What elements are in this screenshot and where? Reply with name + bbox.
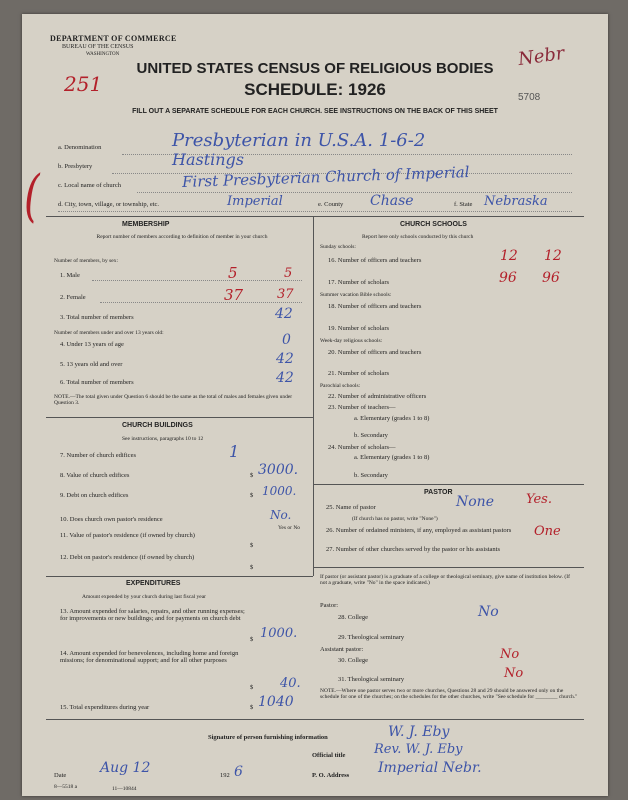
denomination-value[interactable]: Presbyterian in U.S.A. 1-6-2: [172, 130, 426, 151]
q19-label: 19. Number of scholars: [328, 325, 390, 332]
age-intro: Number of members under and over 13 years old:: [54, 330, 164, 336]
county-label: e. County: [318, 201, 344, 208]
q1-label: 1. Male: [60, 272, 80, 279]
parochial-label: Parochial schools:: [320, 383, 361, 389]
q28-value[interactable]: No: [478, 604, 499, 620]
q10-label: 10. Does church own pastor's residence: [60, 516, 163, 523]
year-value[interactable]: 6: [234, 764, 243, 780]
q25-red-note[interactable]: Yes.: [526, 492, 552, 507]
q8-label: 8. Value of church edifices: [60, 472, 130, 479]
q2-value[interactable]: 37: [224, 286, 244, 304]
q28-label: 28. College: [338, 614, 368, 621]
city-value[interactable]: Imperial: [227, 194, 283, 209]
q6-value[interactable]: 42: [276, 370, 294, 386]
graduate-note: If pastor (or assistant pastor) is a graduate of a college or theological seminary, give name of institution below. (If not a graduate, write "No" in the space indicated.): [320, 574, 570, 586]
q29-label: 29. Theological seminary: [338, 634, 405, 641]
denomination-label: a. Denomination: [58, 144, 102, 151]
q10-value[interactable]: No.: [270, 508, 292, 522]
q17-value[interactable]: 96: [499, 270, 517, 286]
expenditures-sub: Amount expended by your church during last fiscal year: [82, 594, 207, 600]
q25-label: 25. Name of pastor: [326, 504, 376, 511]
q15-label: 15. Total expenditures during year: [60, 704, 150, 711]
q25-value[interactable]: None: [456, 494, 494, 510]
yes-no-hint: Yes or No: [278, 525, 301, 531]
schedule-title: SCHEDULE: 1926: [244, 80, 386, 99]
q25-sub: (If church has no pastor, write "None"): [352, 516, 438, 522]
q7-label: 7. Number of church edifices: [60, 452, 136, 459]
q31-label: 31. Theological seminary: [338, 676, 405, 683]
q23b-label: b. Secondary: [354, 432, 388, 439]
q30-label: 30. College: [338, 657, 368, 664]
q3-label: 3. Total number of members: [60, 314, 134, 321]
department-name: DEPARTMENT OF COMMERCE: [50, 34, 177, 43]
membership-intro: Report number of members according to definition of member in your church: [96, 234, 268, 240]
q20-label: 20. Number of officers and teachers: [328, 349, 422, 356]
q16-label: 16. Number of officers and teachers: [328, 257, 422, 264]
q1-value-check[interactable]: 5: [284, 266, 293, 281]
official-title-value[interactable]: Rev. W. J. Eby: [374, 742, 463, 757]
schools-sub: Report here only schools conducted by this church: [362, 234, 474, 240]
q8-value[interactable]: 3000.: [258, 462, 299, 478]
buildings-sub: See instructions, paragraphs 10 to 12: [122, 436, 204, 442]
po-address-value[interactable]: Imperial Nebr.: [378, 760, 482, 776]
hand-number: 251: [64, 72, 103, 96]
q3-value[interactable]: 42: [275, 306, 293, 322]
by-sex-label: Number of members, by sex:: [54, 258, 118, 264]
q13-label: 13. Amount expended for salaries, repairs, and other running expenses; for improvements or new buildings; and for payments on church debt: [60, 608, 245, 622]
q6-label: 6. Total number of members: [60, 379, 134, 386]
q23-label: 23. Number of teachers—: [328, 404, 396, 411]
q12-label: 12. Debt on pastor's residence (if owned by church): [60, 554, 195, 561]
pastor-note: NOTE.—Where one pastor serves two or more churches, Questions 28 and 29 should be answered only on the schedule for one of the churches; on the schedules for the other churches, write "See schedule for ________ church.": [320, 688, 578, 700]
bureau-name: BUREAU OF THE CENSUS: [62, 44, 134, 50]
q24-label: 24. Number of scholars—: [328, 444, 396, 451]
q17-label: 17. Number of scholars: [328, 279, 390, 286]
q26-label: 26. Number of ordained ministers, if any, employed as assistant pastors: [326, 527, 512, 534]
buildings-heading: CHURCH BUILDINGS: [122, 422, 193, 429]
signature-label: Signature of person furnishing information: [208, 734, 328, 741]
year-prefix: 192: [220, 772, 230, 779]
q2-label: 2. Female: [60, 294, 86, 301]
membership-note: NOTE.—The total given under Question 6 should be the same as the total of males and females given under Question 3.: [54, 394, 293, 406]
q5-value[interactable]: 42: [276, 351, 294, 367]
county-value[interactable]: Chase: [370, 193, 414, 209]
q23a-label: a. Elementary (grades 1 to 8): [354, 415, 430, 422]
date-value[interactable]: Aug 12: [100, 760, 151, 776]
q14-value[interactable]: 40.: [280, 676, 301, 691]
census-schedule-sheet: [22, 14, 608, 796]
q26-value[interactable]: One: [534, 524, 561, 539]
margin-bracket-mark: (: [24, 164, 40, 230]
pastor-subhead: Pastor:: [320, 602, 339, 609]
weekday-label: Week-day religious schools:: [320, 338, 383, 344]
q11-label: 11. Value of pastor's residence (if owned by church): [60, 532, 195, 539]
signature-value[interactable]: W. J. Eby: [388, 724, 450, 740]
membership-heading: MEMBERSHIP: [122, 221, 170, 228]
q5-label: 5. 13 years old and over: [60, 361, 123, 368]
q12-dollar: $: [250, 564, 254, 571]
presbytery-label: b. Presbytery: [58, 163, 93, 170]
q4-label: 4. Under 13 years of age: [60, 341, 124, 348]
q9-label: 9. Debt on church edifices: [60, 492, 129, 499]
q1-value[interactable]: 5: [228, 264, 238, 282]
sunday-label: Sunday schools:: [320, 244, 356, 250]
city-label: d. City, town, village, or township, etc.: [58, 201, 160, 208]
church-name-label: c. Local name of church: [58, 182, 121, 189]
state-label: f. State: [454, 201, 473, 208]
q9-value[interactable]: 1000.: [262, 484, 297, 498]
q7-value[interactable]: 1: [229, 442, 240, 461]
q13-dollar: $: [250, 636, 254, 643]
official-title-label: Official title: [312, 752, 346, 759]
church-name-value[interactable]: First Presbyterian Church of Imperial: [181, 162, 470, 192]
expenditures-heading: EXPENDITURES: [126, 580, 181, 587]
date-label: Date: [54, 772, 67, 779]
q27-label: 27. Number of other churches served by the pastor or his assistants: [326, 546, 501, 553]
q16-value[interactable]: 12: [500, 248, 518, 264]
q17-value-check[interactable]: 96: [542, 270, 560, 286]
q31-value[interactable]: No: [504, 666, 524, 681]
q16-value-check[interactable]: 12: [544, 248, 562, 264]
q13-value[interactable]: 1000.: [260, 626, 298, 641]
state-value[interactable]: Nebraska: [484, 194, 548, 209]
q8-dollar: $: [250, 472, 254, 479]
q4-value[interactable]: 0: [282, 332, 291, 348]
schedule-number: 5708: [518, 92, 541, 103]
q24a-label: a. Elementary (grades 1 to 8): [354, 454, 430, 461]
q24b-label: b. Secondary: [354, 472, 388, 479]
q18-label: 18. Number of officers and teachers: [328, 303, 422, 310]
summer-label: Summer vacation Bible schools:: [320, 292, 392, 298]
q14-dollar: $: [250, 684, 254, 691]
print-number: 11—10844: [112, 786, 137, 792]
q14-label: 14. Amount expended for benevolences, including home and foreign missions; for denominational support; and for all other purposes: [60, 650, 239, 664]
q22-label: 22. Number of administrative officers: [328, 393, 427, 400]
q21-label: 21. Number of scholars: [328, 370, 390, 377]
po-address-label: P. O. Address: [312, 772, 350, 779]
schools-heading: CHURCH SCHOOLS: [400, 221, 467, 228]
pastor-heading: PASTOR: [424, 489, 453, 496]
q15-dollar: $: [250, 704, 254, 711]
form-number: 8—5518 a: [54, 784, 78, 790]
q15-value[interactable]: 1040: [258, 694, 294, 710]
q2-value-check[interactable]: 37: [277, 287, 294, 302]
q30-value[interactable]: No: [500, 647, 520, 662]
form-title: UNITED STATES CENSUS OF RELIGIOUS BODIES: [136, 60, 494, 77]
q11-dollar: $: [250, 542, 254, 549]
assistant-subhead: Assistant pastor:: [320, 646, 364, 653]
form-instruction: FILL OUT A SEPARATE SCHEDULE FOR EACH CHURCH. SEE INSTRUCTIONS ON THE BACK OF THIS SHEET: [132, 108, 498, 115]
presbytery-value[interactable]: Hastings: [172, 150, 245, 169]
q9-dollar: $: [250, 492, 254, 499]
city-name: WASHINGTON: [86, 52, 120, 57]
hand-state-abbr: Nebr: [516, 42, 566, 71]
